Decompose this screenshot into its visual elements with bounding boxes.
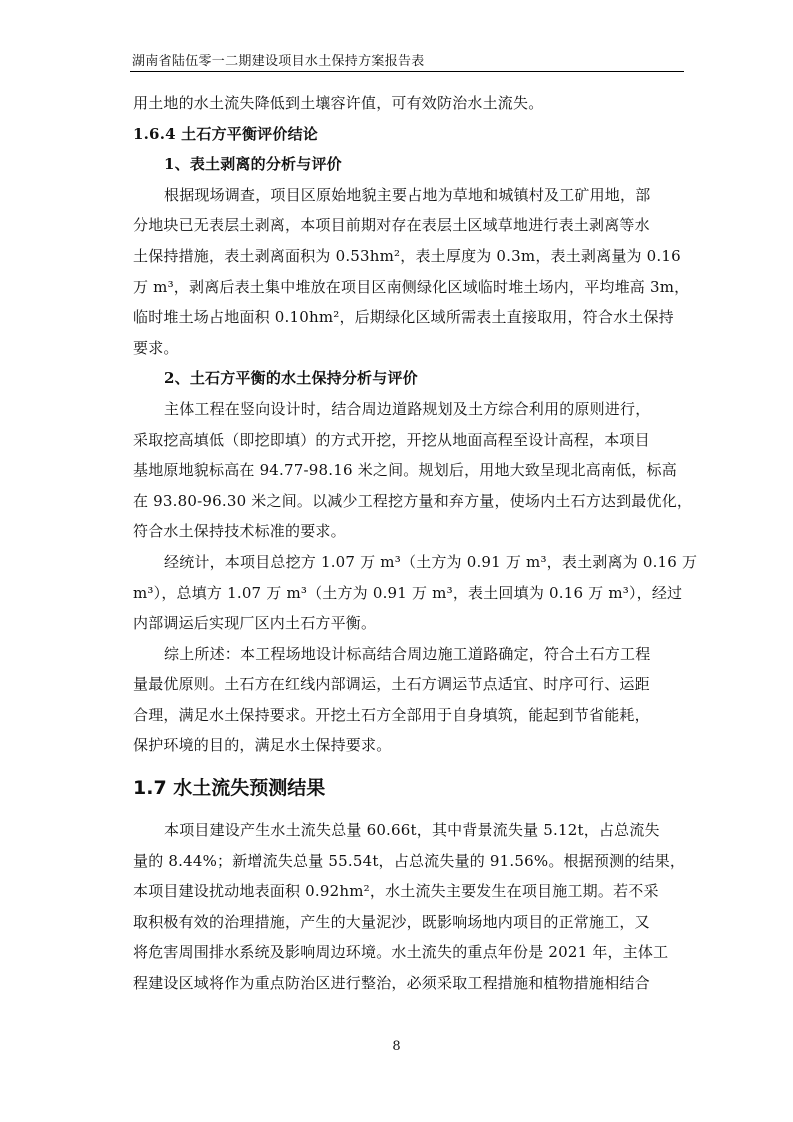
subheading-earthwork-balance: 2、土石方平衡的水土保持分析与评价	[164, 369, 418, 388]
paragraph-line: m³），总填方 1.07 万 m³（土方为 0.91 万 m³，表土回填为 0.16 万 m³），经过	[133, 583, 683, 602]
paragraph-line: 本项目建设扰动地表面积 0.92hm²，水土流失主要发生在项目施工期。若不采	[133, 882, 659, 901]
paragraph-line: 根据现场调查，项目区原始地貌主要占地为草地和城镇村及工矿用地，部	[164, 185, 651, 204]
subheading-topsoil: 1、表土剥离的分析与评价	[164, 155, 342, 174]
paragraph-line: 基地原地貌标高在 94.77-98.16 米之间。规划后，用地大致呈现北高南低，标高	[133, 461, 677, 480]
section-1-7-heading: 1.7 水土流失预测结果	[133, 777, 326, 800]
paragraph-line: 内部调运后实现厂区内土石方平衡。	[133, 614, 377, 633]
paragraph-line: 临时堆土场占地面积 0.10hm²，后期绿化区域所需表土直接取用，符合水土保持	[133, 308, 674, 327]
paragraph-line: 量的 8.44%；新增流失总量 55.54t，占总流失量的 91.56%。根据预测的结果，	[133, 851, 686, 870]
paragraph-line: 本项目建设产生水土流失总量 60.66t，其中背景流失量 5.12t，占总流失	[164, 821, 660, 840]
paragraph-statistics	[133, 547, 698, 639]
paragraph-line: 分地块已无表层土剥离，本项目前期对存在表层土区域草地进行表土剥离等水	[133, 216, 650, 235]
paragraph-line: 取积极有效的治理措施，产生的大量泥沙，既影响场地内项目的正常施工，又	[133, 912, 650, 931]
paragraph-line: 符合水土保持技术标准的要求。	[133, 522, 346, 541]
paragraph-line: 在 93.80-96.30 米之间。以减少工程挖方量和弃方量，使场内土石方达到最优化，	[133, 491, 693, 510]
document-body	[133, 88, 698, 999]
header-divider	[130, 71, 684, 72]
paragraph-line: 万 m³，剥离后表土集中堆放在项目区南侧绿化区域临时堆土场内，平均堆高 3m，	[133, 277, 690, 296]
paragraph-vertical-design	[133, 394, 693, 547]
paragraph-line: 将危害周围排水系统及影响周边环境。水土流失的重点年份是 2021 年，主体工	[133, 943, 669, 962]
paragraph-line: 程建设区域将作为重点防治区进行整治，必须采取工程措施和植物措施相结合	[133, 974, 650, 993]
paragraph-line: 采取挖高填低（即挖即填）的方式开挖，开挖从地面高程至设计高程，本项目	[133, 430, 650, 449]
intro-line: 用土地的水土流失降低到土壤容许值，可有效防治水土流失。	[133, 94, 544, 112]
section-1-6-4-heading: 1.6.4 土石方平衡评价结论	[133, 124, 318, 143]
paragraph-line: 合理，满足水土保持要求。开挖土石方全部用于自身填筑，能起到节省能耗，	[133, 705, 650, 724]
paragraph-topsoil	[133, 180, 690, 364]
page-number: 8	[392, 1039, 401, 1054]
paragraph-line: 要求。	[133, 338, 179, 357]
paragraph-line: 量最优原则。土石方在红线内部调运，土石方调运节点适宜、时序可行、运距	[133, 675, 650, 694]
paragraph-prediction-results	[133, 815, 685, 999]
paragraph-line: 主体工程在竖向设计时，结合周边道路规划及土方综合利用的原则进行，	[164, 399, 651, 418]
page-header-title: 湖南省陆伍零一二期建设项目水土保持方案报告表	[132, 54, 425, 69]
paragraph-line: 综上所述：本工程场地设计标高结合周边施工道路确定，符合土石方工程	[164, 644, 651, 663]
paragraph-line: 土保持措施，表土剥离面积为 0.53hm²，表土厚度为 0.3m，表土剥离量为 0.16	[133, 246, 681, 265]
paragraph-line: 保护环境的目的，满足水土保持要求。	[133, 736, 392, 755]
paragraph-line: 经统计，本项目总挖方 1.07 万 m³（土方为 0.91 万 m³，表土剥离为 0.16 万	[164, 552, 698, 571]
paragraph-summary	[133, 639, 685, 761]
